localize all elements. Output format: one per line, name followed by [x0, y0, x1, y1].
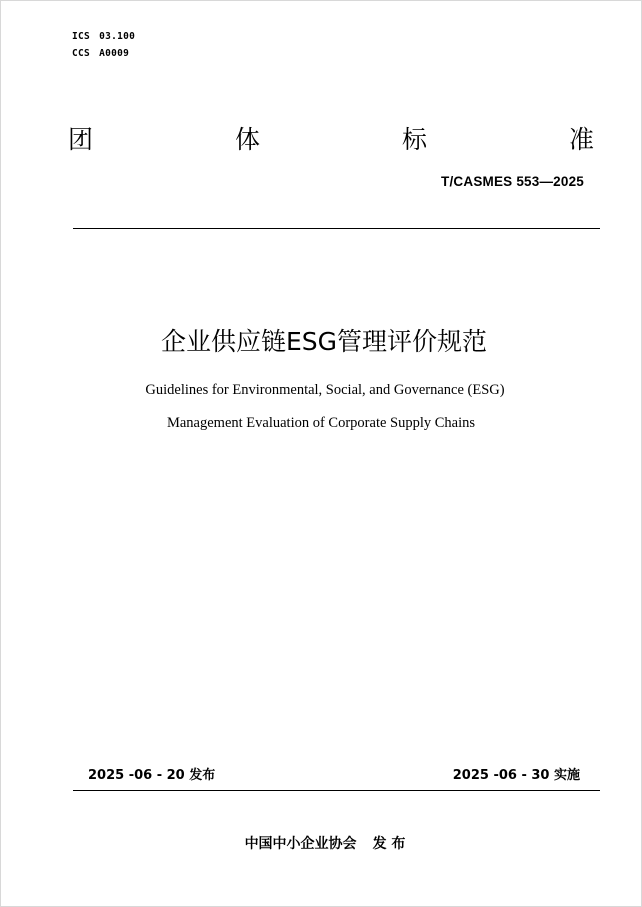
- standard-type-char: 准: [568, 125, 594, 154]
- issuer-action: 发 布: [372, 836, 406, 852]
- title-english-line-2: Management Evaluation of Corporate Supply Chains: [166, 415, 476, 431]
- ccs-label: CCS: [72, 48, 91, 59]
- standard-type-char: 标: [401, 125, 427, 154]
- ccs-value: A0009: [99, 48, 130, 59]
- standard-type-char: 团: [68, 125, 94, 154]
- standard-type-heading: [68, 120, 594, 156]
- ics-code: [72, 28, 135, 45]
- ics-value: 03.100: [99, 31, 136, 42]
- title-english-line-1: Guidelines for Environmental, Social, and Governance (ESG): [145, 382, 505, 398]
- issuer-name: 中国中小企业协会: [244, 836, 357, 852]
- ics-label: ICS: [72, 31, 91, 42]
- title-chinese: 企业供应链ESG管理评价规范: [160, 327, 488, 356]
- issuer: [0, 833, 642, 853]
- bottom-divider: [73, 790, 600, 791]
- classification-codes: [72, 28, 135, 62]
- top-divider: [73, 228, 600, 229]
- ccs-code: [72, 45, 135, 62]
- publish-date: 2025 -06 - 20 发布: [88, 768, 216, 783]
- standard-number: T/CASMES 553—2025: [441, 174, 584, 189]
- implement-date: 2025 -06 - 30 实施: [452, 768, 580, 783]
- standard-type-char: 体: [234, 125, 260, 154]
